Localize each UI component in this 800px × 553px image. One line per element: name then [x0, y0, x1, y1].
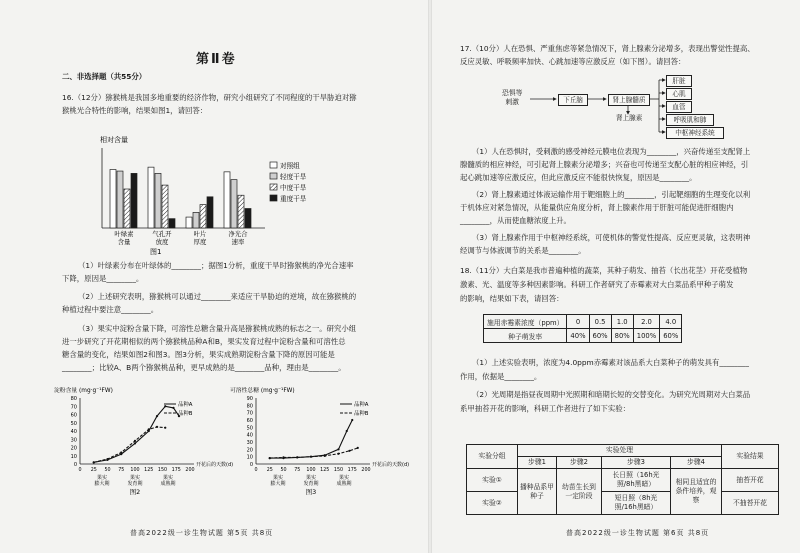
- q17-intro-line1: 17.（10分）人在恐惧、严重焦虑等紧急情况下，肾上腺素分泌增多，表现出警觉性提高、: [460, 44, 755, 53]
- data-point: [348, 450, 350, 452]
- fig1-legend-label: 对照组: [280, 162, 300, 170]
- x-tick-label: 25: [90, 468, 97, 473]
- stage-label: 成熟期: [160, 481, 176, 487]
- bar-中度干旱-净光合速率: [238, 195, 244, 228]
- y-tick-label: 0: [249, 462, 253, 468]
- stage-label: 果实: [305, 475, 317, 481]
- table-cell: 60%: [589, 329, 611, 343]
- q16-intro-line2: 猴桃光合特性的影响，结果如图1，请回答：: [62, 106, 208, 115]
- table-cell: 80%: [611, 329, 633, 343]
- table-header: 实验处理: [518, 445, 722, 457]
- bar-对照组-净光合速率: [224, 172, 230, 228]
- series-line-品种B: [94, 427, 166, 462]
- q18-intro-line1: 18.（11分）大白菜是我市普遍种植的蔬菜，其种子萌发、抽苔（长出花茎）开花受植物: [460, 266, 748, 275]
- x-tick-label: 150: [157, 468, 168, 473]
- table-cell: 幼苗生长到一定阶段: [557, 469, 602, 515]
- chart-caption: 图3: [305, 488, 317, 496]
- x-tick-label: 150: [333, 468, 344, 473]
- fig1-legend-swatch: [270, 173, 277, 179]
- table-cell: 4.0: [660, 315, 682, 329]
- data-point: [106, 458, 108, 460]
- fig1-category-label: 叶片: [193, 230, 207, 238]
- data-point: [269, 457, 271, 459]
- data-point: [346, 430, 348, 432]
- y-tick-label: 30: [70, 437, 77, 444]
- q17-adrenal-box: 肾上腺髓质: [608, 94, 650, 106]
- table-row: [467, 445, 779, 457]
- q16-sub1-line1: （1）叶绿素分布在叶绿体的________；据图1分析，重度干旱时猕猴桃的净光合速率: [78, 261, 354, 270]
- table-cell: 0.5: [589, 315, 611, 329]
- table-header: 步骤1: [518, 457, 557, 469]
- x-tick-label: 75: [294, 468, 301, 473]
- data-point: [351, 419, 353, 421]
- table-cell: 相同且适宜的条件培养，观察: [671, 469, 722, 515]
- table-cell: 播种品系甲种子: [518, 469, 557, 515]
- x-tick-label: 200: [185, 468, 195, 473]
- y-tick-label: 30: [246, 440, 253, 446]
- q17-hypothalamus-box: 下丘脑: [558, 94, 588, 106]
- fig1-category-label: 放度: [155, 238, 169, 246]
- fig1-legend-swatch: [270, 184, 277, 190]
- legend-label: 品种B: [354, 411, 369, 417]
- y-tick-label: 20: [70, 445, 77, 452]
- fig1-category-label: 气孔开: [152, 230, 172, 238]
- x-tick-label: 50: [104, 468, 111, 473]
- q18-intro-line2: 激素、光、温度等多种因素影响。科研工作者研究了赤霉素对大白菜品系甲种子萌发: [460, 280, 734, 289]
- data-point: [164, 427, 166, 429]
- fig1-legend-swatch: [270, 195, 277, 201]
- page-fold: [428, 0, 432, 553]
- x-tick-label: 25: [266, 468, 273, 473]
- fig1-category-label: 含量: [117, 238, 131, 246]
- table-cell: 不抽苔开花: [722, 492, 779, 515]
- q16-sub3-line2: 进一步研究了开花期相似的两个猕猴桃品种A和B，果实发育过程中淀粉含量和可溶性总: [62, 337, 346, 346]
- y-tick-label: 80: [70, 396, 77, 402]
- q16-sub3-line1: （3）果实中淀粉含量下降，可溶性总糖含量升高是猕猴桃成熟的标志之一。研究小组: [78, 324, 357, 333]
- bar-对照组-气孔开放度: [148, 167, 154, 228]
- y-tick-label: 40: [246, 432, 253, 439]
- y-tick-label: 40: [70, 429, 77, 435]
- table-header: 实验分组: [467, 445, 518, 469]
- q17-sub3-line1: （3）肾上腺素作用于中枢神经系统，可使机体的警觉性提高、反应更灵敏，这表明神: [472, 233, 751, 242]
- table-row: [467, 469, 779, 492]
- fig1-caption: 图1: [150, 248, 162, 256]
- table-header: 步骤3: [602, 457, 671, 469]
- q17-sub2-line2: 于机体应对紧急情况，从能量供应角度分析，肾上腺素作用于肝脏可能促进肝细胞内: [460, 203, 734, 212]
- bar-轻度干旱-叶绿素含量: [117, 171, 123, 228]
- table-cell: 长日照（16h光照/8h黑暗）: [602, 469, 671, 492]
- figure-1-chart: [80, 128, 340, 258]
- data-point: [148, 428, 150, 430]
- table-cell: 60%: [660, 329, 682, 343]
- data-point: [282, 456, 284, 458]
- stage-label: 发育期: [127, 481, 143, 487]
- stage-label: 果实: [338, 475, 350, 481]
- table-header: 步骤2: [557, 457, 602, 469]
- data-point: [134, 442, 136, 444]
- table-cell: 1.0: [611, 315, 633, 329]
- fig1-category-label: 厚度: [193, 238, 207, 246]
- table-cell: 短日照（8h光照/16h黑暗）: [602, 492, 671, 515]
- q17-target-cns: 中枢神经系统: [666, 127, 724, 139]
- data-point: [93, 461, 95, 463]
- table-cell: 0: [567, 315, 589, 329]
- figure-3-chart: [228, 380, 410, 498]
- y-tick-label: 10: [70, 453, 77, 460]
- q17-intro-line2: 反应灵敏、呼吸频率加快、心跳加速等应激反应（如下图）。请回答：: [460, 57, 686, 66]
- y-tick-label: 60: [70, 412, 77, 419]
- page-title: 第Ⅱ卷: [196, 52, 237, 67]
- bar-轻度干旱-叶片厚度: [193, 212, 199, 228]
- section-heading: 二、非选择题（共55分）: [62, 72, 147, 81]
- x-axis-label: 开花后的天数(d): [196, 462, 234, 468]
- fig1-category-label: 净光合: [228, 230, 248, 238]
- x-tick-label: 0: [78, 468, 82, 473]
- x-tick-label: 125: [320, 468, 330, 473]
- fig1-ylabel: 相对含量: [100, 136, 128, 144]
- chart-ylabel: 淀粉含量 (mg·g⁻¹FW): [54, 388, 113, 394]
- y-tick-label: 20: [246, 447, 253, 454]
- q17-sub2-line1: （2）肾上腺素通过体液运输作用于靶细胞上的________，引起靶细胞的生理变化以利: [472, 190, 751, 199]
- q18-photoperiod-table: [466, 444, 779, 515]
- x-tick-label: 125: [144, 468, 154, 473]
- table-row: [484, 315, 682, 329]
- bar-重度干旱-叶片厚度: [207, 197, 213, 228]
- bar-对照组-叶绿素含量: [110, 170, 116, 229]
- q17-sub1-line2: 腺髓质的相应神经，可引起肾上腺素分泌增多；兴奋也可传递至支配心脏的相应神经，引: [460, 160, 749, 169]
- q18-sub2-line2: 系甲抽苔开花的影响，科研工作者进行了如下实验：: [460, 404, 630, 413]
- table-row-label: 种子萌发率: [484, 329, 567, 343]
- bar-轻度干旱-气孔开放度: [155, 173, 161, 228]
- bar-对照组-叶片厚度: [186, 217, 192, 228]
- y-tick-label: 0: [73, 462, 77, 468]
- data-point: [296, 456, 298, 458]
- x-tick-label: 75: [118, 468, 125, 473]
- legend-label: 品种A: [354, 402, 369, 408]
- chart-ylabel: 可溶性总糖 (mg·g⁻¹FW): [230, 388, 295, 394]
- stage-label: 膨大期: [270, 481, 286, 487]
- table-cell: 40%: [567, 329, 589, 343]
- stage-label: 成熟期: [336, 481, 352, 487]
- fig1-legend-label: 中度干旱: [280, 184, 307, 192]
- table-row: [467, 492, 779, 515]
- table-header: 步骤4: [671, 457, 722, 469]
- series-line-品种A: [270, 420, 353, 458]
- data-point: [337, 448, 339, 450]
- y-tick-label: 90: [246, 396, 253, 402]
- series-line-品种A: [94, 406, 179, 462]
- y-tick-label: 50: [70, 420, 77, 427]
- table-row-label: 施用赤霉素浓度（ppm）: [484, 315, 567, 329]
- x-tick-label: 100: [306, 468, 316, 473]
- q16-sub3-line3: 糖含量的变化，结果如图2和图3。图3分析，果实成熟期淀粉含量下降的原因可能是: [62, 350, 335, 359]
- q17-sub2-line3: ________，从而使血糖浓度上升。: [460, 216, 571, 225]
- data-point: [164, 405, 166, 407]
- bar-重度干旱-叶绿素含量: [131, 173, 137, 228]
- fig1-category-label: 叶绿素: [114, 230, 134, 238]
- q17-sub1-line1: （1）人在恐惧时，受刺激的感受神经元膜电位表现为________，兴奋传递至支配肾上: [472, 147, 751, 156]
- chart-caption: 图2: [129, 488, 141, 496]
- x-axis-label: 开花后的天数(d): [372, 462, 410, 468]
- stage-label: 膨大期: [94, 481, 110, 487]
- fig1-legend-swatch: [270, 162, 277, 168]
- stage-label: 果实: [96, 475, 108, 481]
- q16-intro-line1: 16.（12分）猕猴桃是我国多地重要的经济作物，研究小组研究了不同程度的干旱胁迫对猕: [62, 93, 357, 102]
- q18-sub2-line1: （2）光周期是指昼夜周期中光照期和暗期长短的交替变化。为研究光周期对大白菜品: [472, 390, 751, 399]
- q17-adrenaline-label: 肾上腺素: [616, 114, 643, 122]
- data-point: [134, 440, 136, 442]
- bar-轻度干旱-净光合速率: [231, 180, 237, 228]
- y-tick-label: 80: [246, 403, 253, 410]
- bar-重度干旱-气孔开放度: [169, 219, 175, 228]
- data-point: [337, 453, 339, 455]
- table-cell: 抽苔开花: [722, 469, 779, 492]
- q18-gibberellin-table: [483, 314, 682, 343]
- x-tick-label: 200: [361, 468, 371, 473]
- q18-sub1-line2: 作用，依据是________。: [460, 372, 542, 381]
- fig1-category-label: 速率: [231, 238, 245, 246]
- bar-重度干旱-净光合速率: [245, 209, 251, 229]
- q17-stimulus-label: 恐惧等 刺激: [502, 89, 523, 106]
- y-tick-label: 60: [246, 418, 253, 424]
- figure-2-chart: [52, 380, 234, 498]
- y-tick-label: 70: [70, 404, 77, 411]
- q16-sub2-line1: （2）上述研究表明，猕猴桃可以通过________来适应干旱胁迫的逆境，故在猕猴桃的: [78, 292, 357, 301]
- q17-sub3-line2: 经调节与体液调节的关系是________。: [460, 246, 586, 255]
- bar-中度干旱-叶片厚度: [200, 205, 206, 228]
- q16-sub1-line2: 下降，原因是________。: [62, 274, 144, 283]
- q16-sub3-line4: ________；比较A、B两个猕猴桃品种，更早成熟的是________品种，理由是________。: [62, 363, 346, 372]
- stage-label: 果实: [129, 475, 141, 481]
- table-cell: 实验②: [467, 492, 518, 515]
- x-tick-label: 175: [347, 468, 357, 473]
- fig1-legend-label: 轻度干旱: [280, 173, 307, 181]
- table-header: 实验结果: [722, 445, 779, 469]
- x-tick-label: 175: [171, 468, 181, 473]
- data-point: [172, 407, 174, 409]
- stage-label: 发育期: [303, 481, 319, 487]
- page-5-footer: 普高2022级一诊生物试题 第5页 共8页: [130, 529, 274, 537]
- data-point: [310, 456, 312, 458]
- stage-label: 果实: [272, 475, 284, 481]
- x-tick-label: 50: [280, 468, 287, 473]
- stage-label: 果实: [162, 475, 174, 481]
- q17-sub1-line3: 起心跳加速等应激反应，但此应激反应不能很快恢复，原因是________。: [460, 173, 697, 182]
- legend-label: 品种B: [178, 411, 193, 417]
- fig1-legend-label: 重度干旱: [280, 195, 307, 203]
- y-tick-label: 70: [246, 410, 253, 417]
- q17-target-lung: 呼吸肌和肺: [666, 114, 714, 126]
- x-tick-label: 100: [130, 468, 140, 473]
- q18-sub1-line1: （1）上述实验表明，浓度为4.0ppm赤霉素对该品系大白菜种子的萌发具有________: [472, 358, 749, 367]
- bar-中度干旱-气孔开放度: [162, 185, 168, 228]
- data-point: [156, 426, 158, 428]
- table-cell: 2.0: [633, 315, 659, 329]
- bar-中度干旱-叶绿素含量: [124, 189, 130, 228]
- legend-label: 品种A: [178, 402, 193, 408]
- data-point: [324, 455, 326, 457]
- q17-target-heart: 心肌: [666, 88, 692, 100]
- x-tick-label: 0: [254, 468, 258, 473]
- y-tick-label: 50: [246, 425, 253, 432]
- data-point: [120, 451, 122, 453]
- y-tick-label: 10: [246, 454, 253, 461]
- table-cell: 实验①: [467, 469, 518, 492]
- q16-sub2-line2: 种植过程中要注意________。: [62, 305, 159, 314]
- q18-intro-line3: 的影响，结果如下表，请回答：: [460, 294, 564, 303]
- q17-target-vessel: 血管: [666, 101, 692, 113]
- table-row: [484, 329, 682, 343]
- page-6-footer: 普高2022级一诊生物试题 第6页 共8页: [566, 529, 710, 537]
- data-point: [156, 415, 158, 417]
- data-point: [357, 447, 359, 449]
- q17-target-liver: 肝脏: [666, 75, 692, 87]
- table-cell: 100%: [633, 329, 659, 343]
